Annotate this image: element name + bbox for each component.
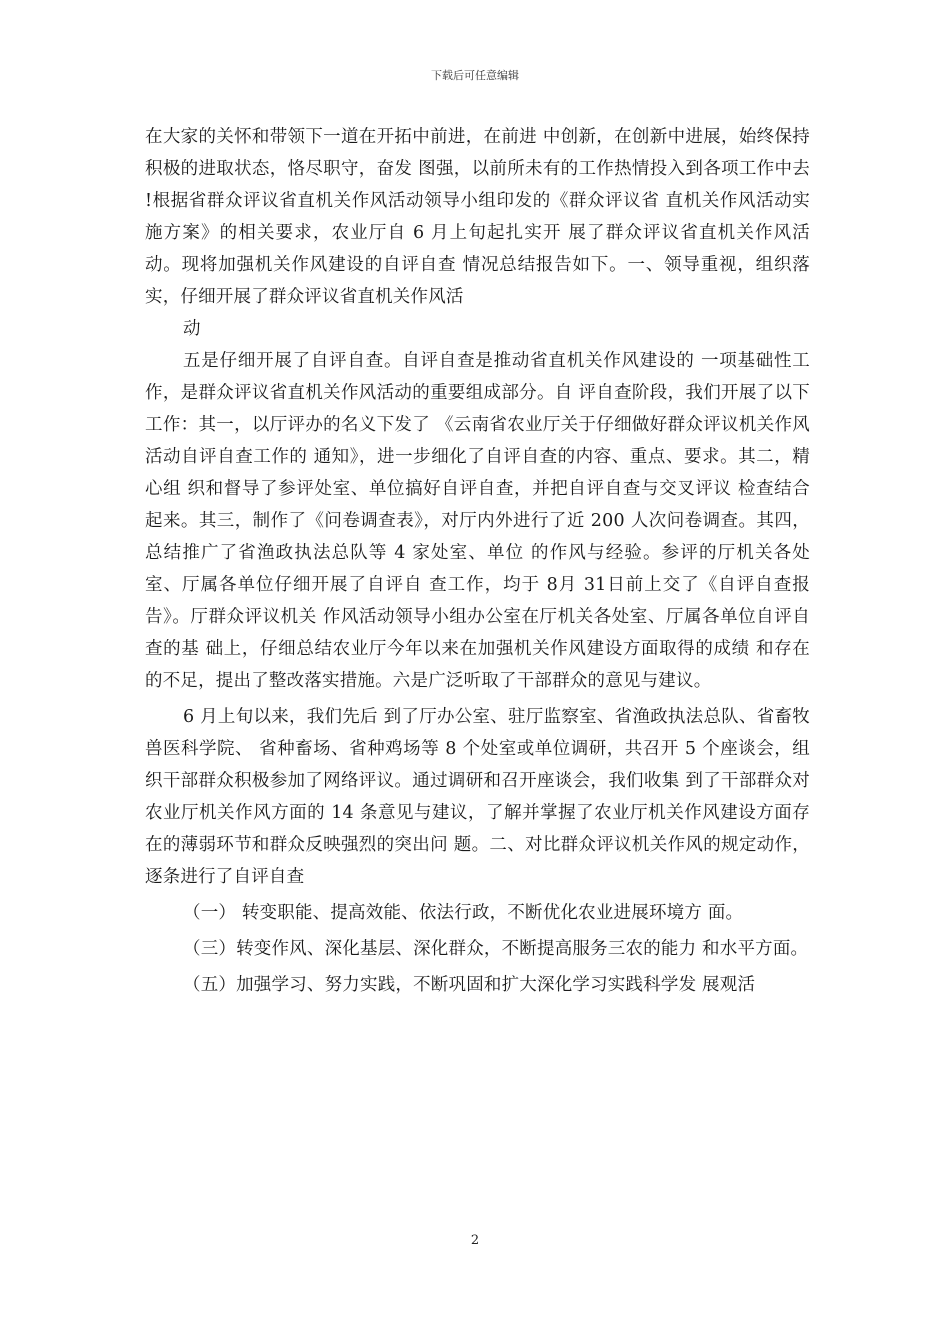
document-body bbox=[145, 121, 810, 1001]
header-note: 下载后可任意编辑 bbox=[431, 69, 519, 82]
paragraph-5: （三）转变作风、深化基层、深化群众，不断提高服务三农的能力 和水平方面。 bbox=[183, 939, 809, 959]
paragraph-2: 五是仔细开展了自评自查。自评自查是推动省直机关作风建设的 一项基础性工作，是群众评议省直机关作风活动的重要组成部分。自 评自查阶段，我们开展了以下工作：其一，以厅评办的名义下发了 《云南省农业厅关于仔细做好群众评议机关作风活动自评自查工作的 通知》，进一步细化了自评自查的内容、重点、要求。其二，精心组 织和督导了参评处室、单位搞好自评自查，并把自评自查与交叉评议 检查结合起来。其三，制作了《问卷调查表》，对厅内外进行了近 200 人次问卷调查。其四，总结推广了省渔政执法总队等 4 家处室、单位 的作风与经验。参评的厅机关各处室、厅属各单位仔细开展了自评自 查工作，均于 8月 31日前上交了《自评自查报告》。厅群众评议机关 作风活动领导小组办公室在厅机关各处室、厅属各单位自评自查的基 础上，仔细总结农业厅今年以来在加强机关作风建设方面取得的成绩 和存在的不足，提出了整改落实措施。六是广泛听取了干部群众的意见与建议。 bbox=[145, 351, 810, 691]
paragraph-6: （五）加强学习、努力实践，不断巩固和扩大深化学习实践科学发 展观活 bbox=[183, 975, 756, 995]
paragraph-3: 6 月上旬以来，我们先后 到了厅办公室、驻厅监察室、省渔政执法总队、省畜牧兽医科学院、 省种畜场、省种鸡场等 8 个处室或单位调研，共召开 5 个座谈会，组 织干部群众积极参加了网络评议。通过调研和召开座谈会，我们收集 到了干部群众对农业厅机关作风方面的 14 条意见与建议，了解并掌握了农业厅机关作风建设方面存在的薄弱环节和群众反映强烈的突出问 题。二、对比群众评议机关作风的规定动作，逐条进行了自评自查 bbox=[145, 707, 810, 887]
paragraph-1: 在大家的关怀和带领下一道在开拓中前进，在前进 中创新，在创新中进展，始终保持积极的进取状态，恪尽职守，奋发 图强，以前所未有的工作热情投入到各项工作中去 !根据省群众评议省直机关作风活动领导小组印发的《群众评议省 直机关作风活动实施方案》的相关要求，农业厅自 6 月上旬起扎实开 展了群众评议省直机关作风活动。现将加强机关作风建设的自评自查 情况总结报告如下。一、领导重视，组织落实，仔细开展了群众评议省直机关作风活 bbox=[145, 127, 810, 307]
page-number: 2 bbox=[470, 1233, 480, 1248]
paragraph-1-tail: 动 bbox=[183, 319, 201, 339]
paragraph-4: （一） 转变职能、提高效能、依法行政，不断优化农业进展环境方 面。 bbox=[183, 903, 744, 923]
